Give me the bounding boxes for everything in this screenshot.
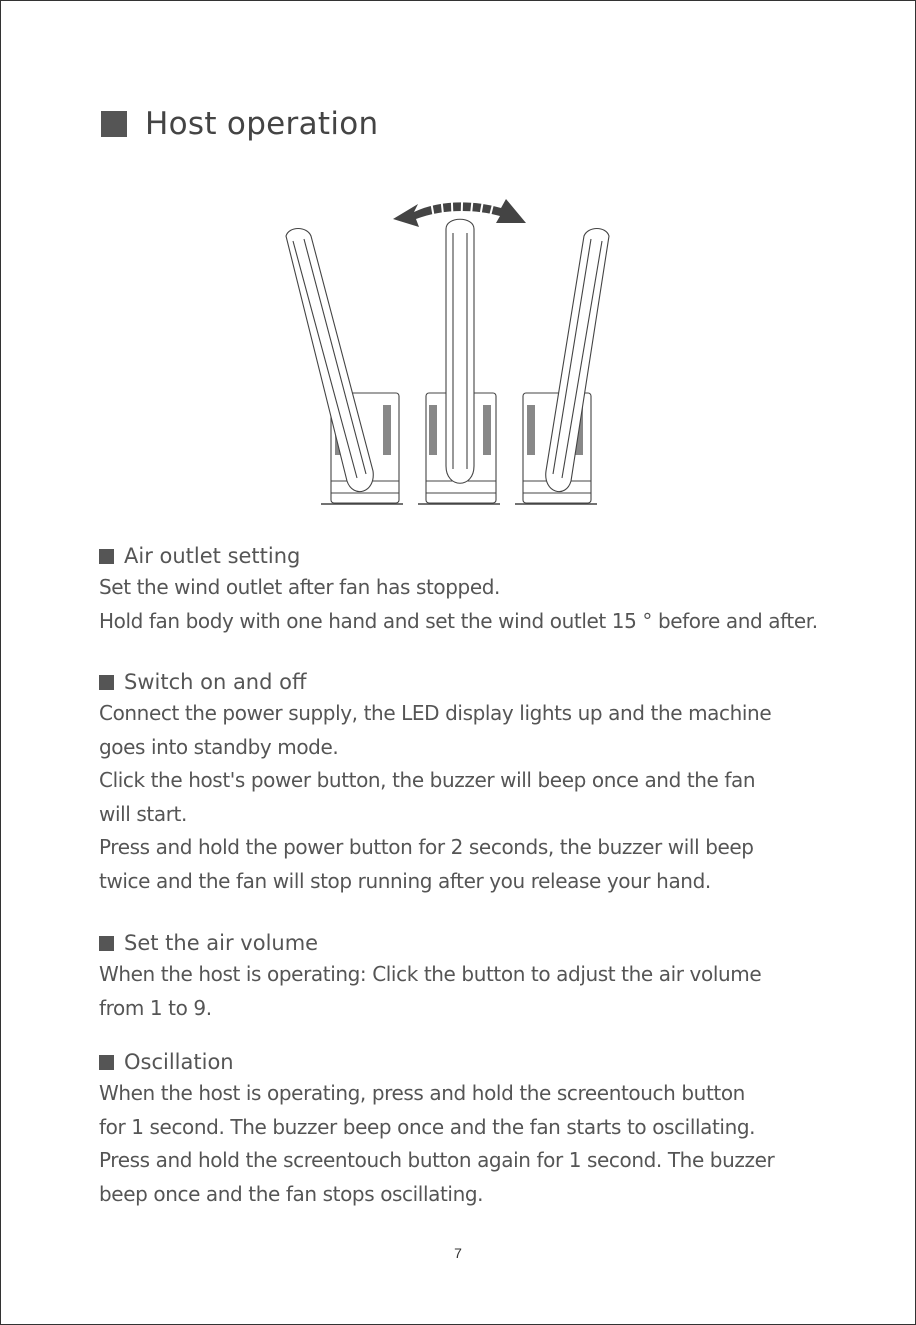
section-header: [99, 928, 889, 958]
section-title: Set the air volume: [124, 931, 319, 955]
bullet-square-icon: [99, 675, 114, 690]
body-line: Click the host's power button, the buzzer will beep once and the fan: [99, 768, 756, 792]
bullet-square-icon: [99, 549, 114, 564]
body-line: Press and hold the screentouch button again for 1 second. The buzzer: [99, 1148, 775, 1172]
section-title: Oscillation: [124, 1050, 234, 1074]
page-number: 7: [454, 1245, 462, 1261]
body-line: Hold fan body with one hand and set the wind outlet 15 ° before and after.: [99, 608, 818, 633]
body-line: beep once and the fan stops oscillating.: [99, 1181, 484, 1206]
body-line: from 1 to 9.: [99, 995, 212, 1020]
heading-square-icon: [101, 111, 127, 137]
section-header: [99, 541, 889, 571]
body-line: goes into standby mode.: [99, 734, 339, 759]
section-title: Air outlet setting: [124, 544, 301, 568]
body-line: When the host is operating, press and hold the screentouch button: [99, 1081, 745, 1105]
heading-title: Host operation: [145, 106, 379, 142]
section-header: [99, 667, 889, 697]
bullet-square-icon: [99, 1055, 114, 1070]
section-oscillation: [99, 1047, 889, 1211]
body-line: twice and the fan will stop running after you release your hand.: [99, 868, 711, 893]
fan-center: [418, 219, 500, 504]
section-switch-on-off: [99, 667, 889, 898]
bullet-square-icon: [99, 936, 114, 951]
body-line: will start.: [99, 801, 187, 826]
section-header: [99, 1047, 889, 1077]
section-title: Switch on and off: [124, 670, 307, 694]
section-air-volume: [99, 928, 889, 1025]
body-line: Set the wind outlet after fan has stopped.: [99, 575, 500, 599]
body-line: for 1 second. The buzzer beep once and the fan starts to oscillating.: [99, 1114, 756, 1139]
section-heading: [101, 106, 378, 142]
body-line: Press and hold the power button for 2 seconds, the buzzer will beep: [99, 835, 754, 859]
fan-left: [286, 229, 403, 505]
oscillating-tower-fan-illustration: [271, 181, 651, 516]
body-line: Connect the power supply, the LED display lights up and the machine: [99, 701, 772, 725]
section-air-outlet-setting: [99, 541, 889, 638]
fan-right: [515, 229, 609, 505]
body-line: When the host is operating: Click the button to adjust the air volume: [99, 962, 762, 986]
